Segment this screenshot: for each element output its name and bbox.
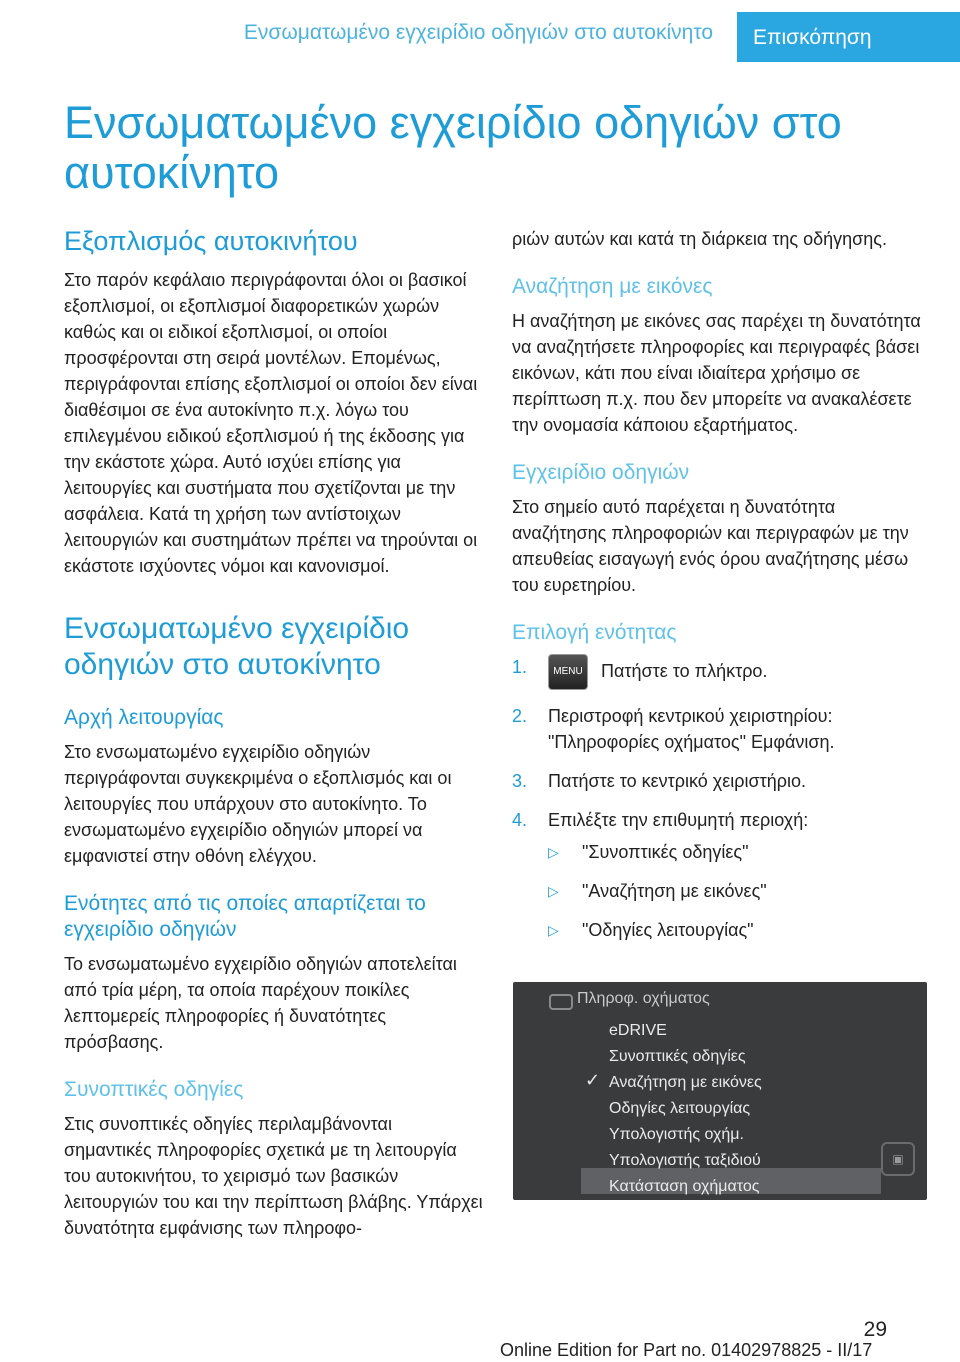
sub-item — [548, 878, 927, 904]
step-item — [512, 703, 927, 755]
sub-item — [548, 917, 927, 943]
para-principle: Στο ενσωματωμένο εγχειρίδιο οδηγιών περιγράφονται συγκεκριμένα ο εξοπλισμός και οι λειτουργίες που υπάρχουν στο αυτοκίνητο. Το ενσωματωμένο εγχειρίδιο οδηγιών μπορεί να εμφανιστεί στην οθόνη ελέγχου. — [64, 742, 452, 866]
step-number: 1. — [512, 657, 528, 677]
screen-menu-item: Αναζήτηση με εικόνες — [609, 1074, 762, 1091]
screen-header: Πληροφ. οχήματος — [577, 990, 710, 1007]
car-status-icon: ▣ — [881, 1142, 915, 1176]
triangle-bullet-icon: ▷ — [548, 844, 559, 860]
step-text: Περιστροφή κεντρικού χειριστηρίου: "Πληροφορίες οχήματος" Εμφάνιση. — [548, 706, 835, 752]
screen-menu-item: Υπολογιστής ταξιδιού — [609, 1152, 761, 1169]
step-item — [512, 654, 927, 690]
header-title: Ενσωματωμένο εγχειρίδιο οδηγιών στο αυτοκίνητο — [0, 12, 725, 54]
step-item — [512, 807, 927, 943]
sub-item — [548, 839, 927, 865]
screen-menu-item: Κατάσταση οχήματος — [609, 1178, 760, 1195]
screen-menu — [609, 1018, 762, 1200]
step-number: 2. — [512, 706, 528, 726]
screen-menu-item: Υπολογιστής οχήμ. — [609, 1126, 744, 1143]
para-manual2: Στο σημείο αυτό παρέχεται η δυνατότητα αναζήτησης πληροφοριών και περιγραφών με την απευθείας εισαγωγή ενός όρου αναζήτησης μέσω του ευρετηρίου. — [512, 497, 909, 595]
right-column — [512, 226, 927, 956]
heading-manual2: Εγχειρίδιο οδηγιών — [512, 461, 690, 484]
step-number: 3. — [512, 771, 528, 791]
triangle-bullet-icon: ▷ — [548, 922, 559, 938]
para-sections: Το ενσωματωμένο εγχειρίδιο οδηγιών αποτελείται από τρία μέρη, τα οποία παρέχουν ποικίλες λεπτομερείς πληροφορίες ή δυνατότητες πρόσβασης. — [64, 954, 457, 1052]
step-item — [512, 768, 927, 794]
control-display-screenshot — [513, 982, 927, 1200]
footer-edition: Online Edition for Part no. 01402978825 - II/17 — [500, 1340, 873, 1360]
step-number: 4. — [512, 810, 528, 830]
triangle-bullet-icon: ▷ — [548, 883, 559, 899]
screen-menu-item: Συνοπτικές οδηγίες — [609, 1048, 746, 1065]
heading-equipment: Εξοπλισμός αυτοκινήτου — [64, 226, 358, 256]
sub-item-text: "Οδηγίες λειτουργίας" — [582, 920, 754, 940]
para-continued: ριών αυτών και κατά τη διάρκεια της οδήγησης. — [512, 229, 887, 249]
heading-select: Επιλογή ενότητας — [512, 621, 677, 644]
heading-sections: Ενότητες από τις οποίες απαρτίζεται το εγχειρίδιο οδηγιών — [64, 892, 426, 941]
heading-manual: Ενσωματωμένο εγχειρίδιο οδηγιών στο αυτοκίνητο — [64, 612, 410, 681]
heading-principle: Αρχή λειτουργίας — [64, 706, 224, 729]
screen-menu-item: eDRIVE — [609, 1022, 667, 1039]
sub-list — [548, 839, 927, 943]
checkmark-icon: ✓ — [585, 1070, 601, 1090]
step-text: Πατήστε το πλήκτρο. — [601, 660, 768, 681]
page-header — [0, 0, 960, 62]
steps-list — [512, 654, 927, 943]
page-number: 29 — [863, 1318, 887, 1341]
car-icon — [549, 994, 573, 1010]
page-title: Ενσωματωμένο εγχειρίδιο οδηγιών στο αυτοκίνητο — [64, 97, 842, 198]
screen-menu-item: Οδηγίες λειτουργίας — [609, 1100, 751, 1117]
para-image-search: Η αναζήτηση με εικόνες σας παρέχει τη δυνατότητα να αναζητήσετε πληροφορίες και περιγραφές βάσει εικόνων, κάτι που είναι ιδιαίτερα χρήσιμο σε περίπτωση π.χ. που δεν μπορείτε να ανακαλέσετε την ονομασία κάποιου εξαρτήματος. — [512, 311, 921, 435]
sub-item-text: "Συνοπτικές οδηγίες" — [582, 842, 749, 862]
header-section-tab: Επισκόπηση — [737, 12, 960, 62]
left-column — [64, 226, 484, 1241]
menu-key-icon: MENU — [548, 654, 588, 690]
step-text: Πατήστε το κεντρικό χειριστήριο. — [548, 771, 806, 791]
sub-item-text: "Αναζήτηση με εικόνες" — [582, 881, 767, 901]
heading-image-search: Αναζήτηση με εικόνες — [512, 275, 713, 298]
heading-quick: Συνοπτικές οδηγίες — [64, 1078, 244, 1101]
para-quick: Στις συνοπτικές οδηγίες περιλαμβάνονται σημαντικές πληροφορίες σχετικά με τη λειτουργία του αυτοκινήτου, το χειρισμό των βασικών λειτουργιών του και την περίπτωση βλάβης. Υπάρχει δυνατότητα εμφάνισης των πληροφο- — [64, 1114, 483, 1238]
step-text: Επιλέξτε την επιθυμητή περιοχή: — [548, 810, 809, 830]
para-equipment: Στο παρόν κεφάλαιο περιγράφονται όλοι οι βασικοί εξοπλισμοί, οι εξοπλισμοί διαφορετικών χωρών καθώς και οι ειδικοί εξοπλισμοί, οι οποίοι προσφέρονται στη σειρά μοντέλων. Επομένως, περιγράφονται επίσης εξοπλισμοί οι οποίοι δεν είναι διαθέσιμοι σε ένα αυτοκίνητο π.χ. λόγω του επιλεγμένου ειδικού εξοπλισμού ή της έκδοσης για την εκάστοτε χώρα. Αυτό ισχύει επίσης για λειτουργίες και συστήματα που σχετίζονται με την ασφάλεια. Κατά τη χρήση των αντίστοιχων λειτουργιών και συστημάτων πρέπει να τηρούνται οι εκάστοτε ισχύοντες νόμοι και κανονισμοί. — [64, 270, 478, 576]
